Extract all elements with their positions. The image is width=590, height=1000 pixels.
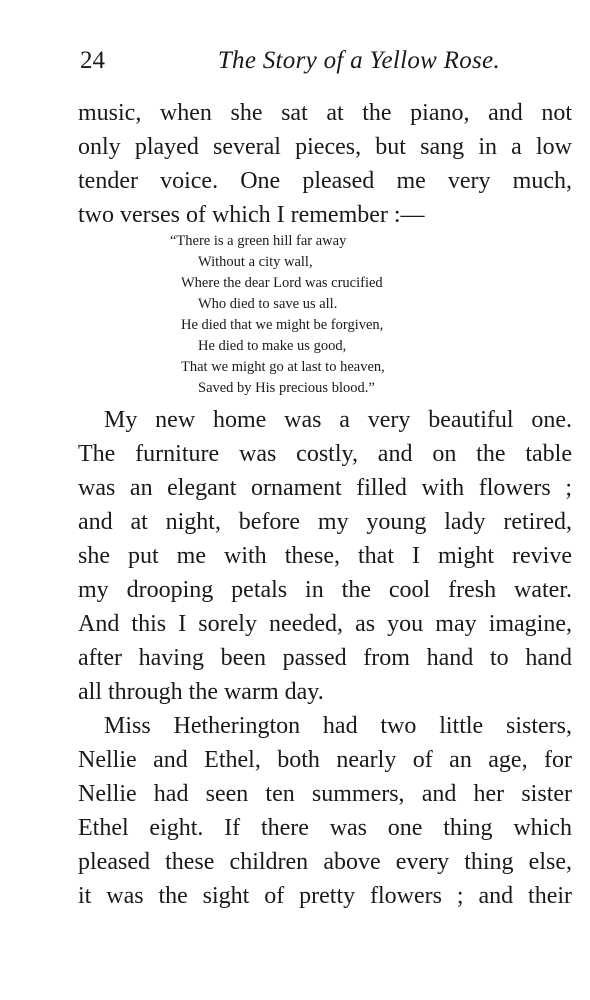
verse-line: That we might go at last to heaven,: [181, 359, 385, 375]
text-line: pleased these children above every thing else,: [78, 849, 572, 875]
verse-line: “There is a green hill far away: [170, 233, 347, 249]
text-line: My new home was a very beautiful one.: [104, 407, 572, 433]
text-line: tender voice. One pleased me very much,: [78, 168, 572, 194]
text-line: And this I sorely needed, as you may imagine,: [78, 611, 572, 637]
text-line: my drooping petals in the cool fresh water.: [78, 577, 572, 603]
running-title: The Story of a Yellow Rose.: [217, 47, 500, 74]
page-header: [80, 44, 500, 78]
text-line: Ethel eight. If there was one thing which: [78, 815, 572, 841]
text-line: and at night, before my young lady retired,: [78, 509, 572, 535]
text-line: music, when she sat at the piano, and not: [78, 100, 572, 126]
text-line: Miss Hetherington had two little sisters,: [104, 713, 572, 739]
text-line: Nellie and Ethel, both nearly of an age, for: [78, 747, 572, 773]
verse-line: He died to make us good,: [198, 338, 347, 354]
text-line: Nellie had seen ten summers, and her sister: [78, 781, 572, 807]
text-line: was an elegant ornament filled with flowers ;: [78, 475, 572, 501]
text-line: she put me with these, that I might revive: [78, 543, 572, 569]
verse-line: Who died to save us all.: [198, 296, 338, 312]
page-number: 24: [80, 47, 105, 74]
text-line: two verses of which I remember :—: [78, 202, 425, 228]
verse-line: Without a city wall,: [198, 254, 313, 270]
text-line: all through the warm day.: [78, 679, 324, 705]
text-line: only played several pieces, but sang in a low: [78, 134, 572, 160]
text-line: it was the sight of pretty flowers ; and their: [78, 883, 572, 909]
text-line: The furniture was costly, and on the table: [78, 441, 572, 467]
verse-line: He died that we might be forgiven,: [181, 317, 384, 333]
text-line: after having been passed from hand to hand: [78, 645, 572, 671]
verse-line: Saved by His precious blood.”: [198, 380, 375, 396]
verse-line: Where the dear Lord was crucified: [181, 275, 383, 291]
